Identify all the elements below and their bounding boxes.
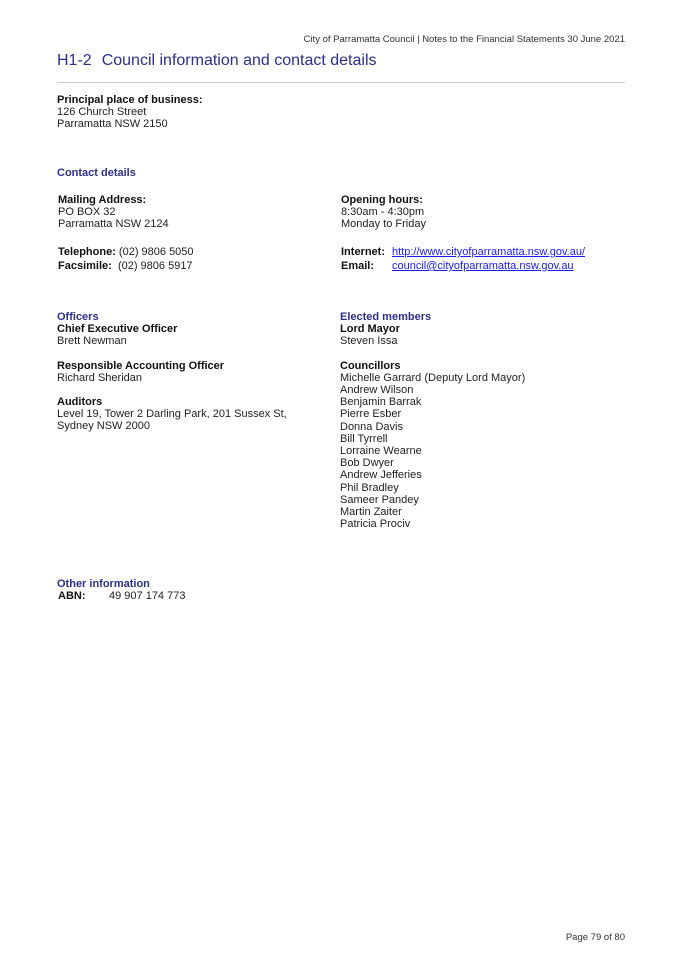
councillor-name: Bill Tyrrell <box>340 432 388 445</box>
councillors-label: Councillors <box>340 359 401 372</box>
officers-heading: Officers <box>57 311 99 323</box>
elected-members-heading: Elected members <box>340 311 432 323</box>
councillor-name: Andrew Wilson <box>340 384 414 397</box>
mailing-address-line-1: PO BOX 32 <box>58 206 116 219</box>
running-header: City of Parramatta Council | Notes to the Financial Statements 30 June 2021 <box>303 34 625 45</box>
principal-place-block <box>57 94 203 131</box>
facsimile-value: (02) 9806 5917 <box>117 260 193 272</box>
title-divider <box>57 82 625 83</box>
councillor-name: Sameer Pandey <box>340 493 419 506</box>
rao-label: Responsible Accounting Officer <box>57 359 225 372</box>
facsimile-label: Facsimile: <box>58 260 112 272</box>
auditors-line-2: Sydney NSW 2000 <box>57 420 150 433</box>
abn-label: ABN: <box>58 590 86 603</box>
councillor-name: Andrew Jefferies <box>340 469 422 482</box>
ceo-label: Chief Executive Officer <box>57 323 178 336</box>
other-information-heading: Other information <box>57 578 150 590</box>
mailing-address-line-2: Parramatta NSW 2124 <box>58 218 169 231</box>
mailing-address-label: Mailing Address: <box>58 194 147 206</box>
officers-block <box>57 311 287 433</box>
elected-members-block <box>340 311 525 530</box>
telephone-label: Telephone: <box>58 246 116 258</box>
principal-place-label: Principal place of business: <box>57 94 203 106</box>
auditors-line-1: Level 19, Tower 2 Darling Park, 201 Sussex St, <box>57 408 287 421</box>
councillor-name: Bob Dwyer <box>340 457 394 470</box>
principal-address-line-1: 126 Church Street <box>57 106 147 119</box>
councillor-name: Pierre Esber <box>340 408 402 421</box>
opening-hours-line-2: Monday to Friday <box>341 218 426 231</box>
page-title <box>57 52 377 70</box>
councillor-name: Lorraine Wearne <box>340 445 422 458</box>
section-number: H1-2 <box>57 52 92 69</box>
opening-hours-line-1: 8:30am - 4:30pm <box>341 206 425 219</box>
principal-address-line-2: Parramatta NSW 2150 <box>57 118 168 131</box>
councillor-name: Donna Davis <box>340 420 403 433</box>
contact-details-heading: Contact details <box>57 167 136 179</box>
councillor-name: Benjamin Barrak <box>340 396 422 409</box>
telephone-value: (02) 9806 5050 <box>118 246 194 258</box>
abn-value: 49 907 174 773 <box>109 590 186 603</box>
section-title: Council information and contact details <box>101 52 377 69</box>
councillor-name: Patricia Prociv <box>340 518 411 531</box>
email-label: Email: <box>341 260 375 272</box>
internet-email-block <box>341 245 585 273</box>
opening-hours-label: Opening hours: <box>341 194 423 206</box>
mailing-address-block <box>58 194 169 231</box>
phone-fax-block <box>58 245 194 273</box>
page-number: Page 79 of 80 <box>565 932 625 943</box>
councillor-name: Martin Zaiter <box>340 506 402 519</box>
lord-mayor-name: Steven Issa <box>340 335 398 348</box>
opening-hours-block <box>341 194 426 231</box>
councillors-list <box>340 372 525 531</box>
website-link[interactable]: http://www.cityofparramatta.nsw.gov.au/ <box>392 246 585 258</box>
rao-name: Richard Sheridan <box>57 371 142 384</box>
ceo-name: Brett Newman <box>57 335 127 348</box>
internet-label: Internet: <box>341 246 385 258</box>
email-link[interactable]: council@cityofparramatta.nsw.gov.au <box>392 260 574 272</box>
councillor-name: Phil Bradley <box>340 481 399 494</box>
other-information-block <box>57 578 185 602</box>
councillor-name: Michelle Garrard (Deputy Lord Mayor) <box>340 371 526 384</box>
lord-mayor-label: Lord Mayor <box>340 323 400 336</box>
auditors-label: Auditors <box>57 396 103 409</box>
